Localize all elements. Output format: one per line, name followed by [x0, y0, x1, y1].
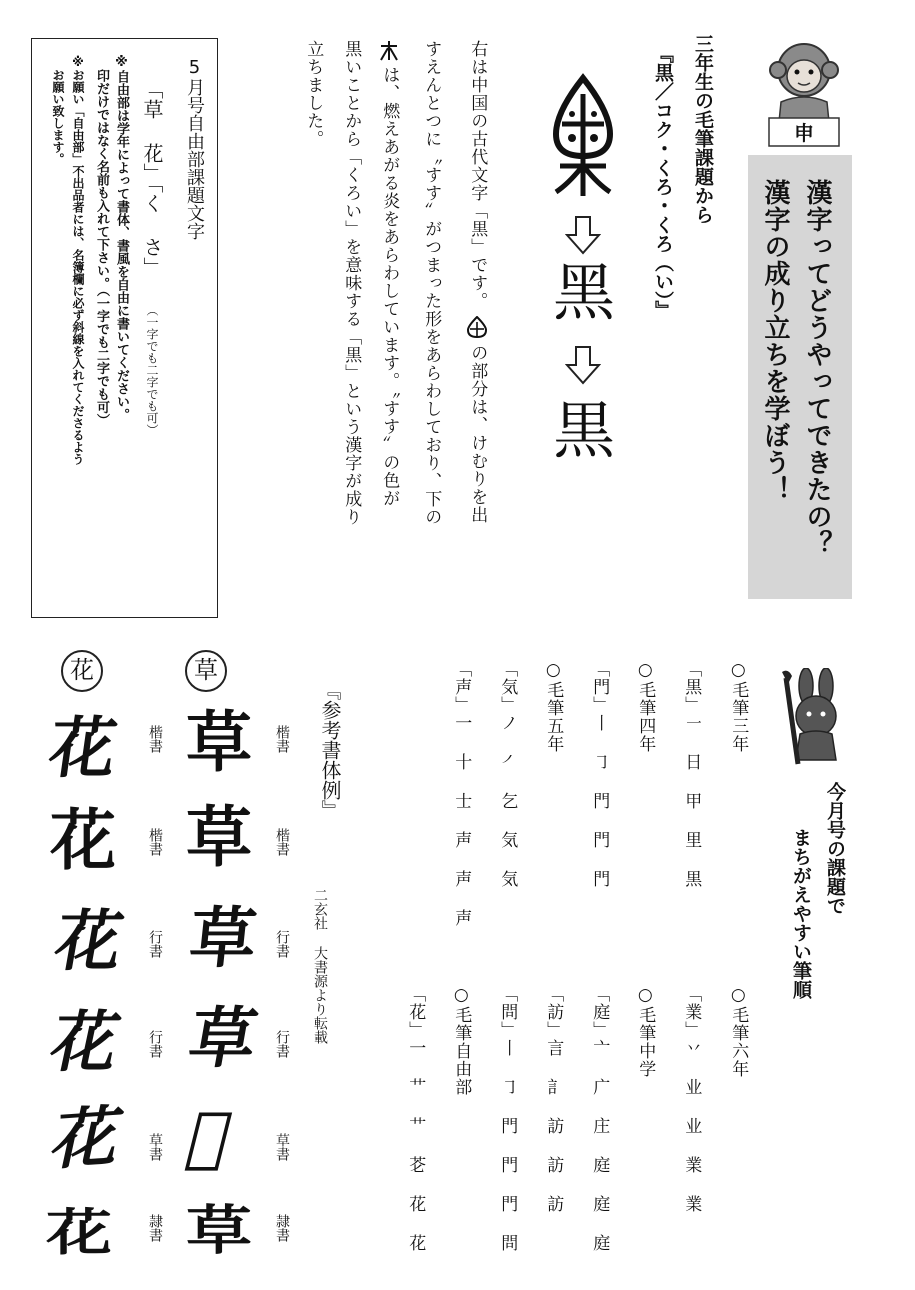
smoke-part-icon — [467, 316, 487, 338]
kusa-reisho: 草 — [186, 1199, 252, 1262]
kuro-old-form: 黑 — [553, 256, 616, 329]
kusa-kaisho-1: 草 — [186, 704, 252, 781]
style-label: 行書 — [147, 1030, 163, 1058]
style-label: 行書 — [274, 1030, 290, 1058]
style-label: 行書 — [147, 930, 163, 958]
hana-kaisho-1: 花 — [44, 709, 122, 787]
kuro-modern: 黒 — [553, 394, 616, 467]
body-line-3: は、燃えあがる炎をあらわしています。〝すす〟の色が — [378, 40, 399, 508]
stroke-row-kuro: 「黒」㇐ 日 甲 里 黒 — [681, 660, 702, 888]
style-label: 楷書 — [274, 725, 290, 753]
rabbit-icon — [778, 668, 856, 768]
free-section-box — [31, 38, 218, 618]
lesson-heading: 『黒／コク・くろ・くろ（い）』 — [652, 44, 674, 320]
free-notice-1b: 印だけではなく名前も入れて下さい。（一字でも二字でも可） — [94, 69, 109, 427]
hana-gyosho-1: 花 — [49, 902, 129, 980]
stroke-row-ki: 「気」ノ ㇒ 乞 気 気 — [497, 660, 518, 888]
stroke-row-tei: 「庭」亠 广 庄 庭 庭 庭 — [589, 985, 610, 1252]
stroke-row-mon2: 「問」丨 ㇆ 門 門 門 問 — [497, 985, 518, 1252]
reference-source: 二玄社 大書源より転載 — [312, 888, 328, 1044]
group-label-grade5: ○毛筆五年 — [543, 660, 564, 753]
kusa-kaisho-2: 草 — [186, 799, 252, 876]
free-notice-2b: お願い致します。 — [51, 69, 65, 165]
group-label-grade3: ○毛筆三年 — [728, 660, 749, 753]
circle-hana: 花 — [61, 650, 103, 692]
style-label: 草書 — [147, 1133, 163, 1161]
reference-heading: 『参考書体例』 — [318, 680, 342, 820]
hana-sosho: 花 — [44, 1096, 130, 1180]
down-arrow-icon — [565, 345, 601, 385]
kusa-gyosho-1: 草 — [185, 899, 261, 977]
kusa-gyosho-2: 草 — [183, 999, 263, 1077]
group-label-grade6: ○毛筆六年 — [728, 985, 749, 1078]
body-line-1: 右は中国の古代文字「黒」です。の部分は、けむりを出 — [467, 40, 488, 524]
stroke-row-hana: 「花」一 艹 艹 芲 花 花 — [405, 985, 426, 1252]
style-label: 隷書 — [274, 1214, 290, 1242]
lesson-subtitle: 三年生の毛筆課題から — [692, 34, 714, 224]
hana-reisho: 花 — [46, 1203, 112, 1262]
circle-kusa: 草 — [185, 650, 227, 692]
style-label: 草書 — [274, 1133, 290, 1161]
stroke-heading-1: 今月号の課題で — [824, 782, 846, 915]
free-notice-1: ※自由部は学年によって書体、書風を自由に書いてください。 — [114, 55, 129, 421]
style-label: 楷書 — [274, 828, 290, 856]
stroke-row-hou: 「訪」言 訁 訪 訪 訪 — [543, 985, 564, 1213]
free-notice-2: ※お願い「自由部」不出品者には、名簿欄に必ず斜線を入れてくださるよう — [71, 55, 85, 465]
down-arrow-icon — [565, 215, 601, 255]
group-label-grade4: ○毛筆四年 — [635, 660, 656, 753]
group-label-free: ○毛筆自由部 — [451, 985, 472, 1096]
style-label: 行書 — [274, 930, 290, 958]
stroke-row-gyou: 「業」丷 业 业 業 業 — [681, 985, 702, 1213]
hana-gyosho-2: 花 — [43, 1004, 127, 1081]
body-line-5: 立ちました。 — [303, 40, 324, 148]
fire-part-icon — [379, 40, 399, 62]
free-section-title: 5月号自由部課題文字 — [184, 57, 205, 240]
free-section-note: （一字でも二字でも可） — [145, 304, 159, 436]
free-section-chars: 「草 花」「く さ」 — [140, 79, 164, 277]
monkey-sign: 申 — [794, 121, 814, 145]
stroke-row-koe: 「声」一 十 士 声 声 声 — [451, 660, 472, 927]
title-line1: 漢字ってどうやってできたの？ — [802, 179, 832, 557]
ancient-kuro-glyph — [548, 72, 618, 202]
hana-kaisho-2: 花 — [50, 802, 116, 879]
kusa-sosho: 𦫵 — [180, 1097, 240, 1175]
title-line2: 漢字の成り立ちを学ぼう！ — [760, 179, 790, 503]
monkey-icon — [763, 36, 845, 148]
group-label-junior-high: ○毛筆中学 — [635, 985, 656, 1078]
title-box — [748, 155, 852, 599]
body-line-4: 黒いことから「くろい」を意味する「黒」という漢字が成り — [341, 40, 362, 526]
style-label: 楷書 — [147, 725, 163, 753]
style-label: 隷書 — [147, 1214, 163, 1242]
style-label: 楷書 — [147, 828, 163, 856]
stroke-row-mon: 「門」丨 ㇆ 門 門 門 — [589, 660, 610, 888]
body-line-2: すえんとつに〝すす〟がつまった形をあらわしており、下の — [421, 40, 442, 526]
stroke-heading-2: まちがえやすい筆順 — [790, 828, 812, 999]
